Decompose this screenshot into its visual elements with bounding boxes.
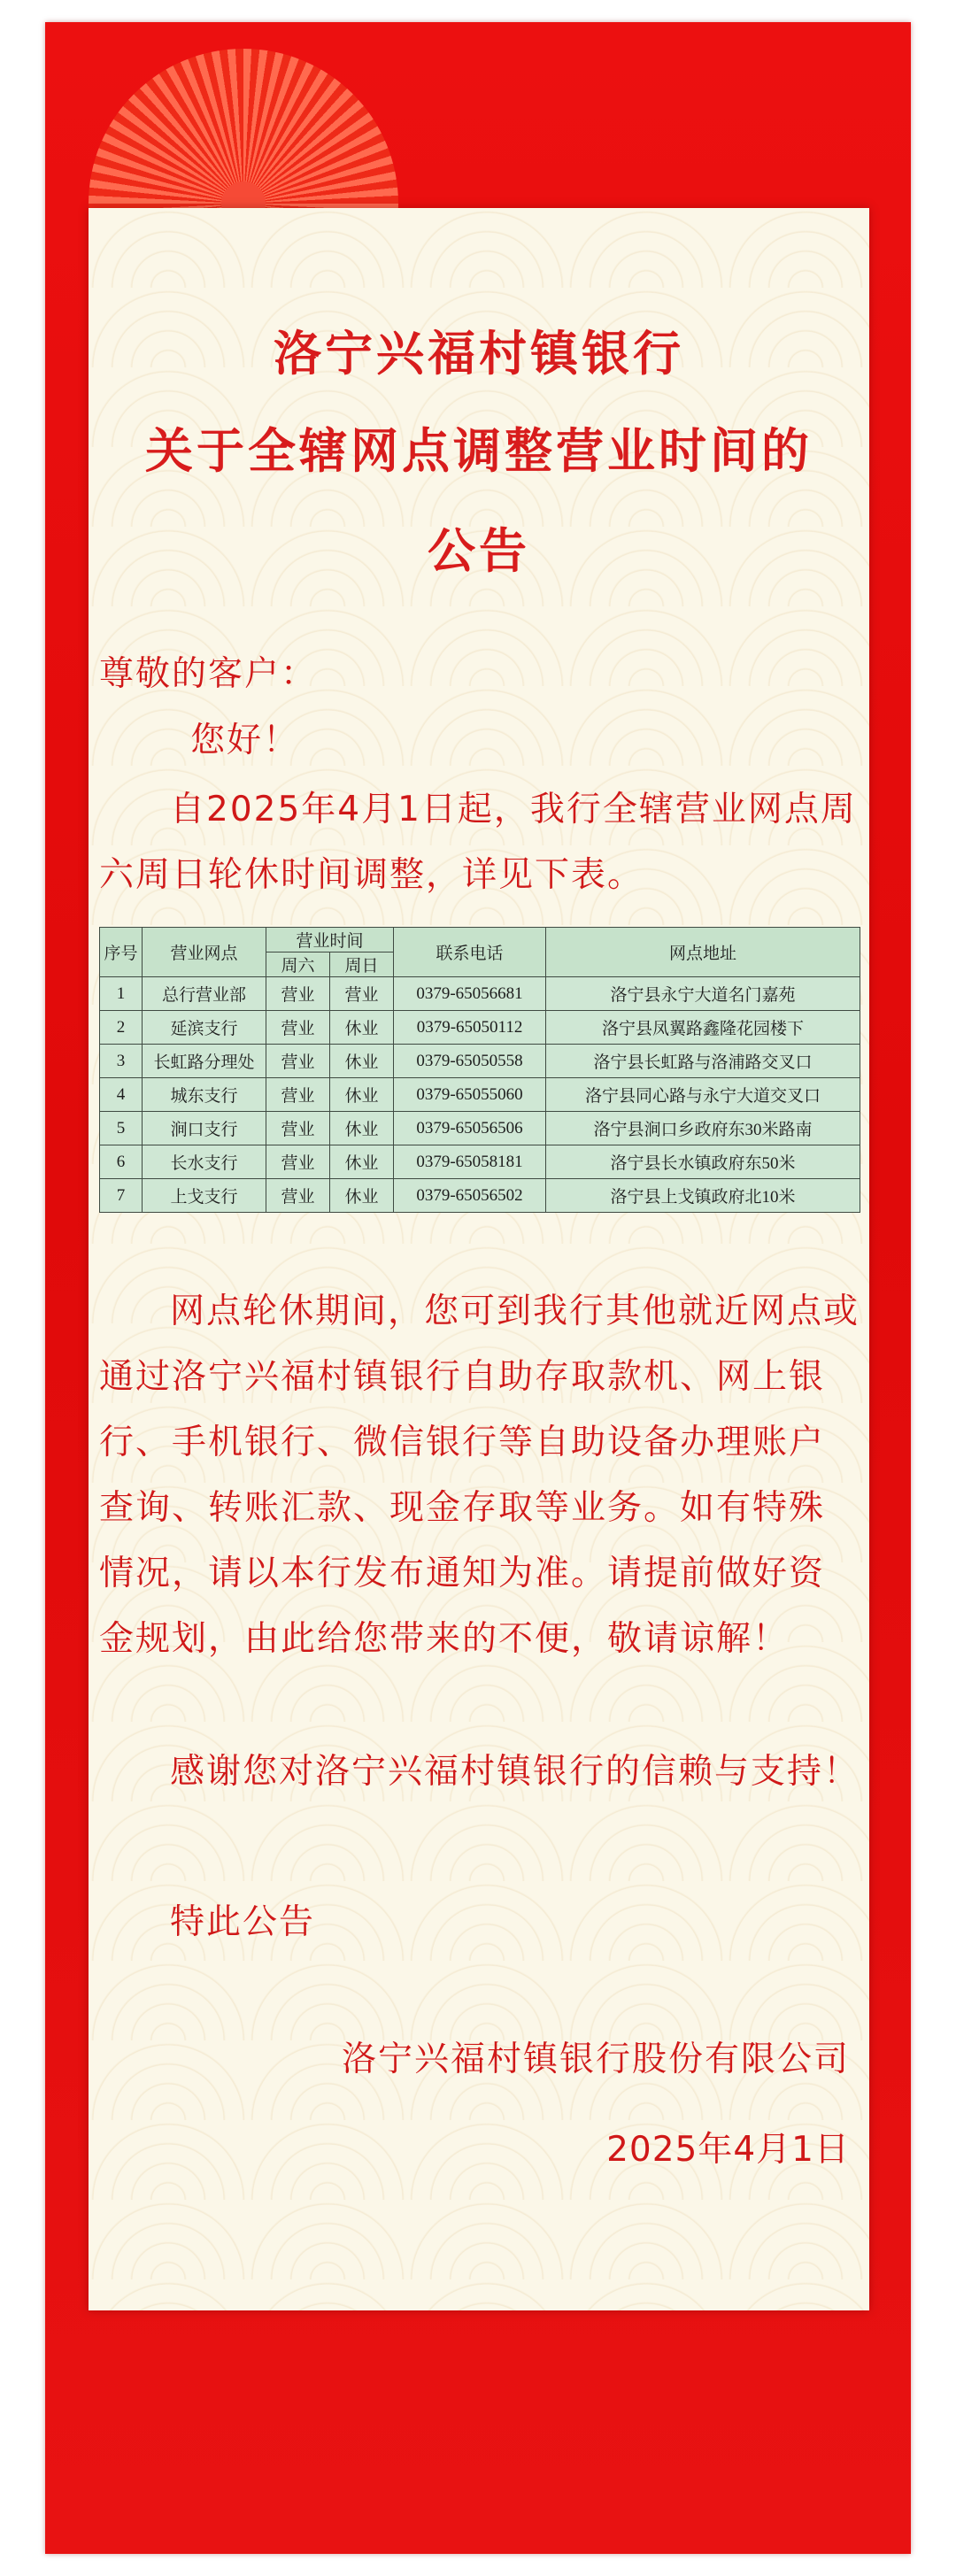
cell-saturday: 营业 xyxy=(266,1078,330,1112)
header-no: 序号 xyxy=(100,928,143,977)
header-hours: 营业时间 xyxy=(266,928,394,953)
branch-hours-table xyxy=(99,927,860,1213)
cell-branch: 上戈支行 xyxy=(143,1179,266,1213)
sunburst-fan-decoration xyxy=(89,35,398,230)
cell-branch: 长虹路分理处 xyxy=(143,1045,266,1078)
table-row xyxy=(100,1078,860,1112)
cell-saturday: 营业 xyxy=(266,1011,330,1045)
cell-no: 4 xyxy=(100,1078,143,1112)
cell-address: 洛宁县上戈镇政府北10米 xyxy=(546,1179,860,1213)
paragraph-effective-date: 自2025年4月1日起，我行全辖营业网点周六周日轮休时间调整，详见下表。 xyxy=(99,790,857,895)
header-phone: 联系电话 xyxy=(394,928,546,977)
cell-sunday: 休业 xyxy=(330,1145,394,1179)
cell-no: 1 xyxy=(100,977,143,1011)
cell-address: 洛宁县长水镇政府东50米 xyxy=(546,1145,860,1179)
header-address: 网点地址 xyxy=(546,928,860,977)
header-saturday: 周六 xyxy=(266,953,330,977)
notice-title-line1: 洛宁兴福村镇银行 xyxy=(274,326,684,382)
table-header xyxy=(100,928,860,977)
cell-no: 2 xyxy=(100,1011,143,1045)
cell-phone: 0379-65056681 xyxy=(394,977,546,1011)
cell-address: 洛宁县长虹路与洛浦路交叉口 xyxy=(546,1045,860,1078)
notice-title-line2: 关于全辖网点调整营业时间的 xyxy=(145,423,813,479)
cell-phone: 0379-65056506 xyxy=(394,1112,546,1145)
cell-sunday: 休业 xyxy=(330,1045,394,1078)
cell-phone: 0379-65058181 xyxy=(394,1145,546,1179)
cell-saturday: 营业 xyxy=(266,1045,330,1078)
cell-address: 洛宁县同心路与永宁大道交叉口 xyxy=(546,1078,860,1112)
greeting: 尊敬的客户： xyxy=(99,654,318,694)
cell-address: 洛宁县永宁大道名门嘉苑 xyxy=(546,977,860,1011)
table-row xyxy=(100,1112,860,1145)
cell-address: 洛宁县涧口乡政府东30米路南 xyxy=(546,1112,860,1145)
table-row xyxy=(100,977,860,1011)
cell-no: 3 xyxy=(100,1045,143,1078)
cell-sunday: 营业 xyxy=(330,977,394,1011)
cell-branch: 延滨支行 xyxy=(143,1011,266,1045)
table-row xyxy=(100,1179,860,1213)
cell-sunday: 休业 xyxy=(330,1011,394,1045)
cell-sunday: 休业 xyxy=(330,1112,394,1145)
cell-saturday: 营业 xyxy=(266,977,330,1011)
cell-no: 5 xyxy=(100,1112,143,1145)
notice-title-line3: 公告 xyxy=(428,523,530,579)
paragraph-thanks: 感谢您对洛宁兴福村镇银行的信赖与支持！ xyxy=(170,1752,860,1792)
table-row xyxy=(100,1145,860,1179)
cell-saturday: 营业 xyxy=(266,1179,330,1213)
cell-no: 6 xyxy=(100,1145,143,1179)
header-branch: 营业网点 xyxy=(143,928,266,977)
cell-branch: 涧口支行 xyxy=(143,1112,266,1145)
cell-sunday: 休业 xyxy=(330,1078,394,1112)
cell-phone: 0379-65050558 xyxy=(394,1045,546,1078)
cell-phone: 0379-65055060 xyxy=(394,1078,546,1112)
cell-address: 洛宁县凤翼路鑫隆花园楼下 xyxy=(546,1011,860,1045)
signature-date: 2025年4月1日 xyxy=(606,2130,850,2170)
cell-sunday: 休业 xyxy=(330,1179,394,1213)
cell-no: 7 xyxy=(100,1179,143,1213)
cell-phone: 0379-65050112 xyxy=(394,1011,546,1045)
table-row xyxy=(100,1045,860,1078)
cell-branch: 城东支行 xyxy=(143,1078,266,1112)
cell-branch: 总行营业部 xyxy=(143,977,266,1011)
cell-phone: 0379-65056502 xyxy=(394,1179,546,1213)
cell-saturday: 营业 xyxy=(266,1145,330,1179)
hello-text: 您好！ xyxy=(190,721,300,760)
header-sunday: 周日 xyxy=(330,953,394,977)
signature-company: 洛宁兴福村镇银行股份有限公司 xyxy=(341,2040,850,2079)
paragraph-closing: 特此公告 xyxy=(170,1902,316,1942)
cell-branch: 长水支行 xyxy=(143,1145,266,1179)
notice-paper xyxy=(89,208,869,2310)
cell-saturday: 营业 xyxy=(266,1112,330,1145)
paragraph-service-options: 网点轮休期间，您可到我行其他就近网点或通过洛宁兴福村镇银行自助存取款机、网上银行、手机银行、微信银行等自助设备办理账户查询、转账汇款、现金存取等业务。如有特殊情况，请以本行发布通知为准。请提前做好资金规划，由此给您带来的不便，敬请谅解！ xyxy=(99,1292,860,1659)
table-row xyxy=(100,1011,860,1045)
